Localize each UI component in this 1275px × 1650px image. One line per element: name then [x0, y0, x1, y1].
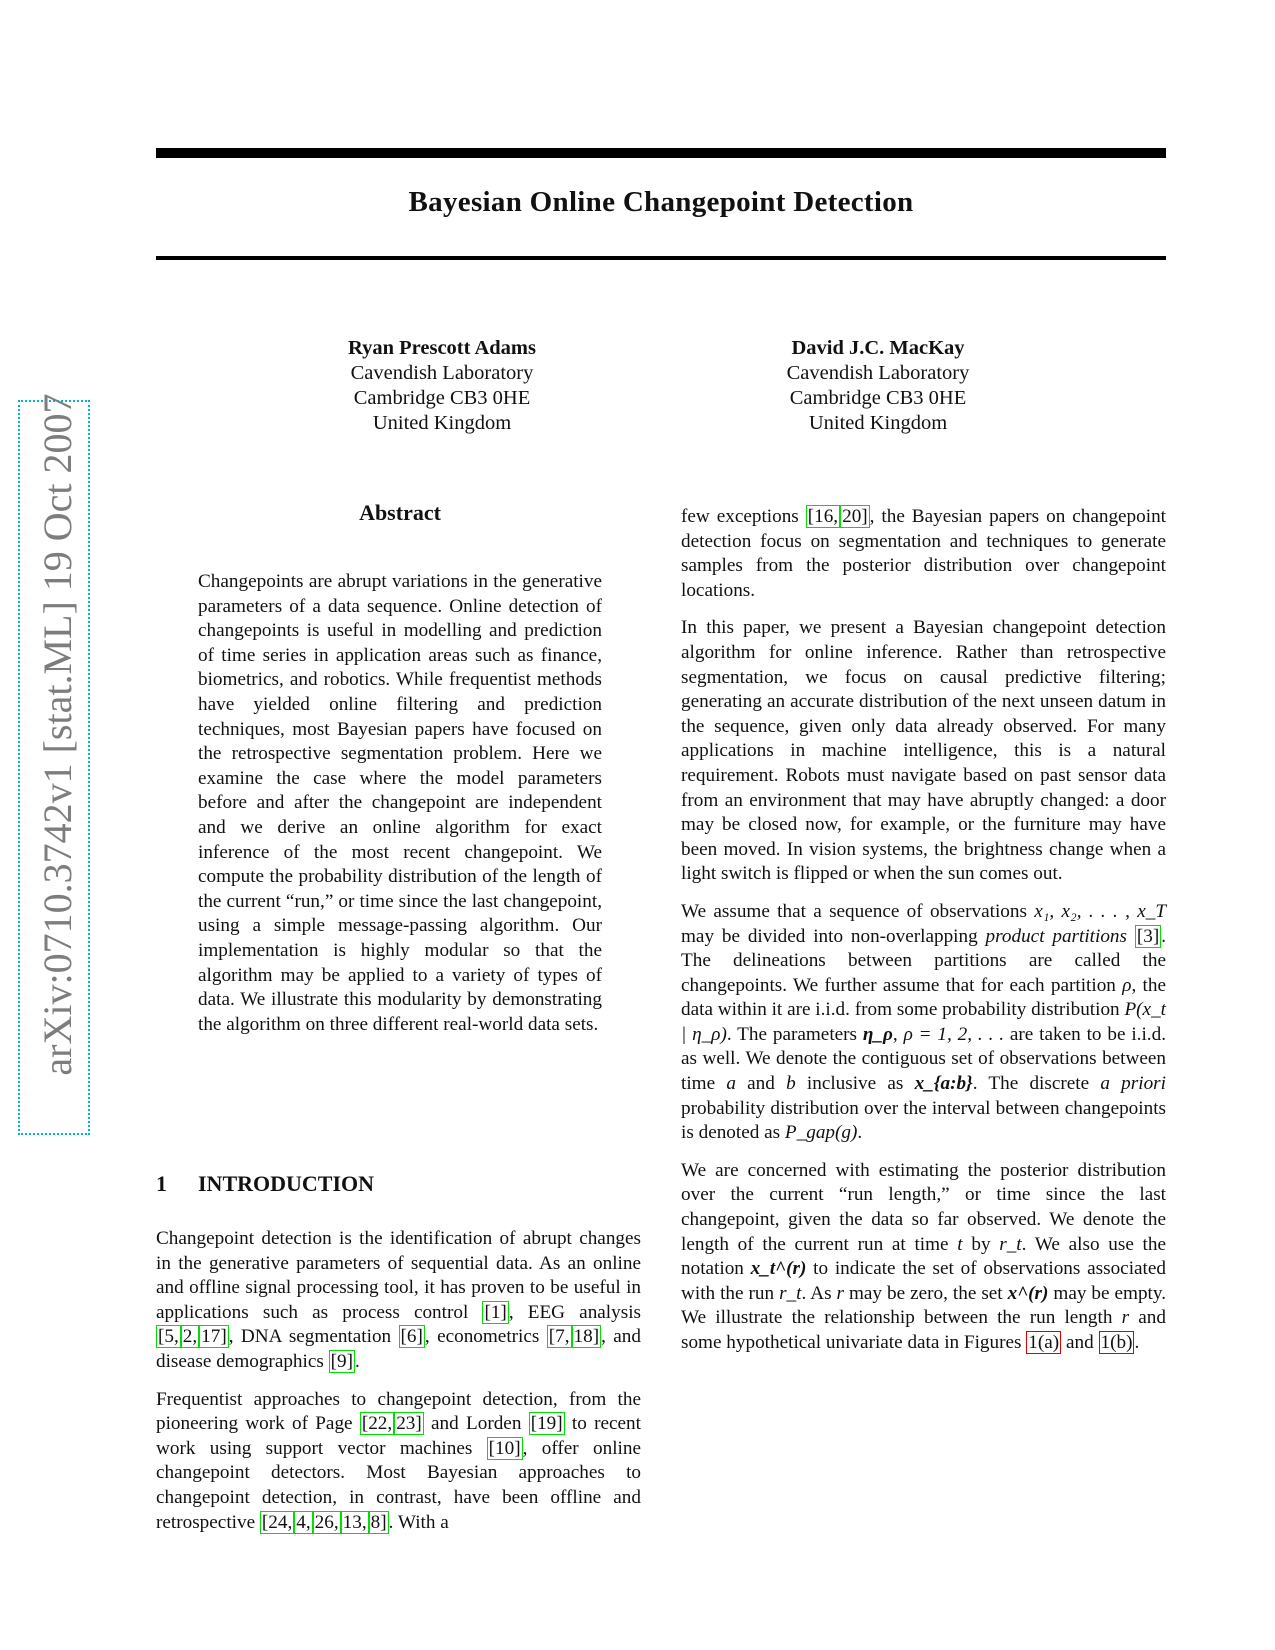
- intro-paragraph-2: [156, 1388, 641, 1536]
- text-run: to indicate the set of observations associated with the run: [681, 1258, 1166, 1304]
- author-block-1: [282, 336, 602, 436]
- math-inline: b: [786, 1073, 796, 1095]
- text-run: and some hypothetical univariate data in Figures: [681, 1307, 1166, 1353]
- citation-link[interactable]: [16,: [807, 506, 839, 527]
- arxiv-stamp-text: arXiv:0710.3742v1 [stat.ML] 19 Oct 2007: [35, 393, 80, 1076]
- text-run: inclusive as: [795, 1073, 915, 1095]
- text-run: . We also use the notation: [681, 1233, 1166, 1280]
- text-run: .: [857, 1122, 863, 1144]
- math-inline: x₁, x₂, . . . , x_T: [1034, 900, 1166, 922]
- text-run: . The parameters: [726, 1023, 863, 1045]
- citation-link[interactable]: 13,: [342, 1511, 367, 1533]
- citation-link[interactable]: [19]: [530, 1413, 563, 1435]
- right-paragraph-2: In this paper, we present a Bayesian changepoint detection algorithm for online inference. Rather than retrospective segmentation, we focus on causal predictive filtering; generating an accurate distribution of the next unseen datum in the sequence, given only data already observed. For many applications in machine intelligence, this is a natural requirement. Robots must navigate based on past sensor data from an environment that may have abruptly changed: a door may be closed now, for example, or the furniture may have been moved. In vision systems, the brightness change when a light switch is flipped or when the sun comes out.: [681, 617, 1166, 885]
- math-inline: t: [957, 1233, 963, 1255]
- paper-title: Bayesian Online Changepoint Detection: [408, 186, 914, 218]
- text-run: probability distribution over the interval between changepoints is denoted as: [681, 1097, 1166, 1144]
- text-run: , and disease demographics: [156, 1326, 641, 1372]
- math-inline: r_t: [999, 1233, 1022, 1255]
- text-run: , DNA segmentation: [228, 1326, 399, 1348]
- citation-link[interactable]: 17]: [201, 1326, 227, 1348]
- text-run: are taken to be i.i.d. as well. We denote the contiguous set of observations between time: [681, 1023, 1166, 1095]
- author-country: United Kingdom: [808, 412, 948, 434]
- text-run: .: [355, 1350, 360, 1372]
- text-run: few exceptions: [681, 506, 806, 527]
- figure-ref-link[interactable]: 1(b): [1100, 1332, 1133, 1353]
- math-inline: x_t^(r): [750, 1258, 807, 1280]
- citation-link[interactable]: [1]: [484, 1301, 507, 1323]
- author-name: Ryan Prescott Adams: [348, 337, 536, 359]
- citation-link[interactable]: 8]: [370, 1511, 387, 1533]
- right-paragraph-3: [681, 900, 1166, 1146]
- text-run: to recent work using support vector machines: [156, 1413, 641, 1459]
- emphasis-text: a priori: [1100, 1073, 1166, 1095]
- text-run: by: [962, 1233, 1000, 1255]
- author-city: Cambridge CB3 0HE: [789, 387, 967, 409]
- left-column: [156, 1227, 641, 1548]
- math-inline: P(x_t | η_ρ): [681, 999, 1166, 1045]
- author-country: United Kingdom: [372, 412, 512, 434]
- intro-paragraph-1: [156, 1227, 641, 1375]
- citation-link[interactable]: [5,: [158, 1326, 179, 1348]
- text-run: Frequentist approaches to changepoint detection, from the pioneering work of Page: [156, 1388, 641, 1435]
- citation-link[interactable]: [6]: [400, 1326, 423, 1348]
- citation-link[interactable]: 26,: [314, 1511, 339, 1533]
- math-inline: P_gap(g): [784, 1122, 858, 1144]
- math-inline: x^(r): [1007, 1282, 1049, 1304]
- text-run: We assume that a sequence of observations: [681, 900, 1035, 922]
- citation-link[interactable]: [3]: [1136, 925, 1160, 947]
- math-inline: r: [836, 1282, 844, 1304]
- text-run: .: [1134, 1332, 1140, 1353]
- citation-link[interactable]: 4,: [296, 1511, 311, 1533]
- text-run: , the Bayesian papers on changepoint detection focus on segmentation and techniques to generate samples from the posterior distribution over changepoint locations.: [681, 506, 1167, 601]
- citation-link[interactable]: 23]: [396, 1413, 422, 1435]
- text-run: . With a: [388, 1511, 449, 1533]
- right-paragraph-1: [681, 505, 1166, 603]
- text-run: and: [1061, 1332, 1099, 1353]
- author-city: Cambridge CB3 0HE: [353, 387, 531, 409]
- section-number: 1: [156, 1171, 167, 1196]
- math-inline: r_t: [779, 1282, 802, 1304]
- abstract-body: [198, 570, 602, 1050]
- section-heading-introduction: [156, 1171, 374, 1197]
- text-run: may be divided into non-overlapping: [681, 925, 986, 947]
- text-run: . The delineations between partitions are called the changepoints. We further assume that for each partition: [681, 925, 1167, 996]
- text-run: , econometrics: [424, 1326, 547, 1348]
- math-inline: r: [1121, 1307, 1130, 1329]
- citation-link[interactable]: 18]: [573, 1326, 600, 1348]
- author-name: David J.C. MacKay: [791, 337, 965, 359]
- citation-link[interactable]: [7,: [548, 1326, 570, 1348]
- text-run: and Lorden: [423, 1413, 529, 1435]
- author-affiliation: Cavendish Laboratory: [350, 362, 534, 384]
- abstract-text: Changepoints are abrupt variations in the generative parameters of a data sequence. Online detection of changepoints is useful in modelling and prediction of time series in application areas such as finance, biometrics, and robotics. While frequentist methods have yielded online filtering and prediction techniques, most Bayesian papers have focused on the retrospective segmentation problem. Here we examine the case where the model parameters before and after the changepoint are independent and we derive an online algorithm for exact inference of the most recent changepoint. We compute the probability distribution of the length of the current “run,” or time since the last changepoint, using a simple message-passing algorithm. Our implementation is highly modular so that the algorithm may be applied to a variety of types of data. We illustrate this modularity by demonstrating the algorithm on three different real-world data sets.: [198, 571, 602, 1035]
- text-run: ,: [892, 1023, 904, 1045]
- text-run: may be empty. We illustrate the relationship between the run length: [681, 1282, 1167, 1329]
- author-affiliation: Cavendish Laboratory: [786, 362, 970, 384]
- citation-link[interactable]: [9]: [330, 1350, 354, 1372]
- text-run: , the data within it are i.i.d. from some probability distribution: [681, 974, 1166, 1021]
- math-inline: η_ρ: [862, 1023, 893, 1045]
- math-inline: ρ: [1122, 974, 1132, 996]
- figure-ref-link[interactable]: 1(a): [1028, 1332, 1060, 1353]
- text-run: may be zero, the set: [844, 1282, 1008, 1304]
- text-run: and: [735, 1073, 787, 1095]
- text-run: We are concerned with estimating the posterior distribution over the current “run length,” or time since the last changepoint, given the data so far observed. We denote the length of the current run at time: [681, 1159, 1166, 1255]
- right-paragraph-4: [681, 1159, 1166, 1356]
- right-column: [681, 505, 1166, 1369]
- emphasis-text: product partitions: [985, 925, 1127, 947]
- title-rule-top: [156, 148, 1166, 158]
- text-run: . The discrete: [972, 1073, 1101, 1095]
- math-inline: a: [726, 1073, 736, 1095]
- text-run: , offer online changepoint detectors. Most Bayesian approaches to changepoint detection, in contrast, have been offline and retrospective: [156, 1437, 641, 1533]
- section-title: INTRODUCTION: [198, 1171, 375, 1196]
- text-run: , EEG analysis: [508, 1301, 641, 1323]
- citation-link[interactable]: [10]: [488, 1437, 521, 1459]
- citation-link[interactable]: 2,: [182, 1326, 198, 1348]
- citation-link[interactable]: [24,: [261, 1511, 293, 1533]
- math-inline: ρ = 1, 2, . . .: [903, 1023, 1005, 1045]
- math-inline: x_{a:b}: [914, 1073, 973, 1095]
- author-block-2: [718, 336, 1038, 436]
- citation-link[interactable]: [22,: [361, 1413, 393, 1435]
- text-run: . As: [801, 1282, 837, 1304]
- title-rule-bottom: [156, 256, 1166, 260]
- abstract-heading: Abstract: [359, 500, 441, 525]
- text-run: Changepoint detection is the identification of abrupt changes in the generative parameters of sequential data. As an online and offline signal processing tool, it has proven to be useful in applications such as process control: [156, 1228, 641, 1323]
- text-run: [1127, 926, 1135, 947]
- citation-link[interactable]: 20]: [842, 506, 868, 527]
